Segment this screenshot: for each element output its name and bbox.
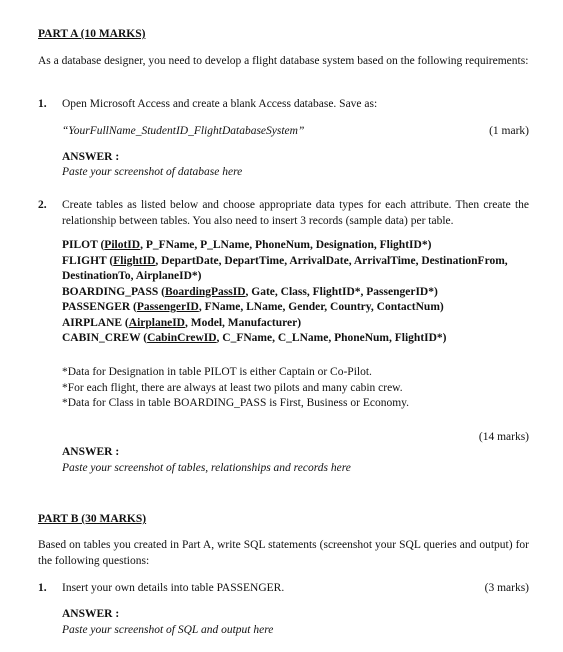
question-a2-answer-hint: Paste your screenshot of tables, relationships and records here — [62, 462, 351, 474]
note-crew-per-flight: *For each flight, there are always at least two pilots and many cabin crew. — [62, 381, 403, 394]
schema-flight-cont: DestinationTo, AirplaneID*) — [62, 270, 202, 283]
note-designation: *Data for Designation in table PILOT is either Captain or Co-Pilot. — [62, 366, 372, 378]
question-a1-marks: (1 mark) — [489, 125, 529, 137]
question-a2-notes — [62, 365, 529, 412]
question-a1-answer-label: ANSWER : — [62, 151, 120, 163]
question-b1-number: 1. — [38, 582, 47, 594]
question-b1-marks: (3 marks) — [484, 582, 529, 594]
boarding-pass-primary-key: BoardingPassID — [164, 285, 246, 298]
question-a2-number: 2. — [38, 199, 47, 211]
schema-pilot: PILOT (PilotID, P_FName, P_LName, PhoneNum, Designation, FlightID*) — [62, 239, 432, 251]
question-a1-filename: “YourFullName_StudentID_FlightDatabaseSystem” — [62, 125, 305, 137]
table-schema-list — [62, 238, 529, 347]
schema-airplane: AIRPLANE (AirplaneID, Model, Manufacturer) — [62, 316, 302, 329]
note-class-values: *Data for Class in table BOARDING_PASS is First, Business or Economy. — [62, 397, 410, 410]
question-a1-answer-hint: Paste your screenshot of database here — [62, 166, 243, 178]
part-b-title: PART B (30 MARKS) — [38, 513, 147, 525]
question-a1-text: Open Microsoft Access and create a blank Access database. Save as: — [62, 98, 378, 110]
part-b-intro: Based on tables you created in Part A, write SQL statements (screenshot your SQL queries and output) for the following questions: — [38, 539, 529, 567]
schema-passenger: PASSENGER (PassengerID, FName, LName, Gender, Country, ContactNum) — [62, 301, 444, 314]
pilot-primary-key: PilotID — [104, 239, 141, 251]
passenger-primary-key: PassengerID — [136, 301, 199, 314]
question-a1-number: 1. — [38, 98, 47, 110]
schema-boarding-pass: BOARDING_PASS (BoardingPassID, Gate, Class, FlightID*, PassengerID*) — [62, 285, 438, 298]
part-a-title: PART A (10 MARKS) — [38, 28, 146, 40]
question-b1-answer-hint: Paste your screenshot of SQL and output here — [62, 624, 274, 636]
question-a2-marks: (14 marks) — [478, 431, 529, 443]
question-b1-answer-label: ANSWER : — [62, 608, 120, 620]
schema-flight: FLIGHT (FlightID, DepartDate, DepartTime, ArrivalDate, ArrivalTime, DestinationFrom, — [62, 254, 508, 267]
question-b1-text: Insert your own details into table PASSENGER. — [62, 582, 285, 594]
question-a2-text: Create tables as listed below and choose appropriate data types for each attribute. Then create the relationship between tables. You also need to insert 3 records (sample data) per table. — [62, 199, 529, 227]
question-a2-answer-label: ANSWER : — [62, 446, 120, 458]
cropped-header-fragment — [439, 0, 493, 4]
schema-cabin-crew: CABIN_CREW (CabinCrewID, C_FName, C_LName, PhoneNum, FlightID*) — [62, 332, 447, 345]
airplane-primary-key: AirplaneID — [128, 316, 185, 329]
flight-primary-key: FlightID — [113, 254, 156, 267]
part-a-intro: As a database designer, you need to develop a flight database system based on the following requirements: — [38, 55, 529, 67]
cabin-crew-primary-key: CabinCrewID — [147, 332, 217, 345]
